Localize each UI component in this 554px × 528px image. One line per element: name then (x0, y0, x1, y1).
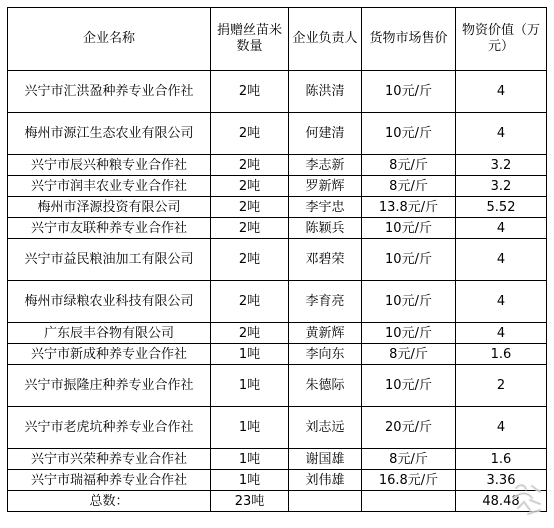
cell-value: 4 (456, 281, 547, 323)
cell-value: 1.6 (456, 449, 547, 470)
cell-value: 5.52 (456, 197, 547, 218)
cell-name: 兴宁市润丰农业专业合作社 (8, 176, 211, 197)
cell-quantity: 1吨 (211, 344, 289, 365)
header-value: 物资价值（万元） (456, 8, 547, 71)
table-row (8, 365, 547, 407)
cell-value: 3.2 (456, 176, 547, 197)
table-row (8, 239, 547, 281)
cell-quantity: 2吨 (211, 239, 289, 281)
table-row (8, 71, 547, 113)
cell-name: 梅州市源江生态农业有限公司 (8, 113, 211, 155)
header-quantity: 捐赠丝苗米数量 (211, 8, 289, 71)
cell-price: 10元/斤 (362, 71, 456, 113)
cell-quantity: 2吨 (211, 281, 289, 323)
cell-value: 3.36 (456, 470, 547, 491)
cell-value: 1.6 (456, 344, 547, 365)
total-row (8, 491, 547, 512)
total-person (289, 491, 362, 512)
cell-person: 李育亮 (289, 281, 362, 323)
total-value: 48.48 (456, 491, 547, 512)
cell-price: 10元/斤 (362, 365, 456, 407)
cell-quantity: 1吨 (211, 407, 289, 449)
cell-quantity: 1吨 (211, 449, 289, 470)
cell-value: 3.2 (456, 155, 547, 176)
cell-price: 13.8元/斤 (362, 197, 456, 218)
cell-name: 兴宁市辰兴种粮专业合作社 (8, 155, 211, 176)
cell-person: 刘伟雄 (289, 470, 362, 491)
header-name: 企业名称 (8, 8, 211, 71)
cell-person: 罗新辉 (289, 176, 362, 197)
table-row (8, 407, 547, 449)
cell-person: 朱德际 (289, 365, 362, 407)
table-row (8, 449, 547, 470)
cell-quantity: 2吨 (211, 218, 289, 239)
cell-price: 8元/斤 (362, 344, 456, 365)
cell-quantity: 1吨 (211, 365, 289, 407)
cell-name: 兴宁市汇洪盈种养专业合作社 (8, 71, 211, 113)
cell-quantity: 2吨 (211, 113, 289, 155)
publisher-watermark-icon (510, 480, 544, 518)
cell-price: 20元/斤 (362, 407, 456, 449)
table-row (8, 176, 547, 197)
header-row (8, 8, 547, 71)
header-price: 货物市场售价 (362, 8, 456, 71)
cell-quantity: 2吨 (211, 71, 289, 113)
total-label: 总数： (8, 491, 211, 512)
cell-quantity: 2吨 (211, 155, 289, 176)
table-row (8, 197, 547, 218)
table-row (8, 113, 547, 155)
cell-person: 刘志远 (289, 407, 362, 449)
cell-quantity: 1吨 (211, 470, 289, 491)
cell-quantity: 2吨 (211, 197, 289, 218)
cell-person: 何建清 (289, 113, 362, 155)
cell-price: 8元/斤 (362, 176, 456, 197)
table-row (8, 344, 547, 365)
cell-value: 4 (456, 71, 547, 113)
cell-price: 16.8元/斤 (362, 470, 456, 491)
cell-value: 4 (456, 113, 547, 155)
total-price (362, 491, 456, 512)
cell-price: 10元/斤 (362, 323, 456, 344)
cell-person: 黄新辉 (289, 323, 362, 344)
cell-quantity: 2吨 (211, 176, 289, 197)
cell-name: 兴宁市老虎坑种养专业合作社 (8, 407, 211, 449)
cell-name: 兴宁市瑞福种养专业合作社 (8, 470, 211, 491)
cell-name: 兴宁市兴荣种养专业合作社 (8, 449, 211, 470)
cell-name: 兴宁市新成种养专业合作社 (8, 344, 211, 365)
cell-price: 8元/斤 (362, 155, 456, 176)
header-person: 企业负责人 (289, 8, 362, 71)
table-row (8, 323, 547, 344)
cell-value: 4 (456, 239, 547, 281)
cell-name: 兴宁市益民粮油加工有限公司 (8, 239, 211, 281)
cell-person: 邓碧荣 (289, 239, 362, 281)
cell-person: 李向东 (289, 344, 362, 365)
donation-table (7, 7, 547, 512)
cell-price: 10元/斤 (362, 281, 456, 323)
cell-person: 谢国雄 (289, 449, 362, 470)
cell-name: 梅州市绿粮农业科技有限公司 (8, 281, 211, 323)
cell-person: 陈颖兵 (289, 218, 362, 239)
cell-person: 李志新 (289, 155, 362, 176)
cell-person: 陈洪清 (289, 71, 362, 113)
table-row (8, 218, 547, 239)
total-quantity: 23吨 (211, 491, 289, 512)
cell-price: 10元/斤 (362, 239, 456, 281)
cell-price: 10元/斤 (362, 218, 456, 239)
cell-value: 4 (456, 323, 547, 344)
cell-name: 兴宁市友联种养专业合作社 (8, 218, 211, 239)
table-row (8, 470, 547, 491)
cell-person: 李宇忠 (289, 197, 362, 218)
cell-value: 4 (456, 218, 547, 239)
cell-price: 10元/斤 (362, 113, 456, 155)
cell-price: 8元/斤 (362, 449, 456, 470)
table-row (8, 155, 547, 176)
cell-value: 2 (456, 365, 547, 407)
table-row (8, 281, 547, 323)
cell-name: 兴宁市振隆庄种养专业合作社 (8, 365, 211, 407)
cell-name: 广东辰丰谷物有限公司 (8, 323, 211, 344)
cell-name: 梅州市泽源投资有限公司 (8, 197, 211, 218)
cell-quantity: 2吨 (211, 323, 289, 344)
cell-value: 4 (456, 407, 547, 449)
